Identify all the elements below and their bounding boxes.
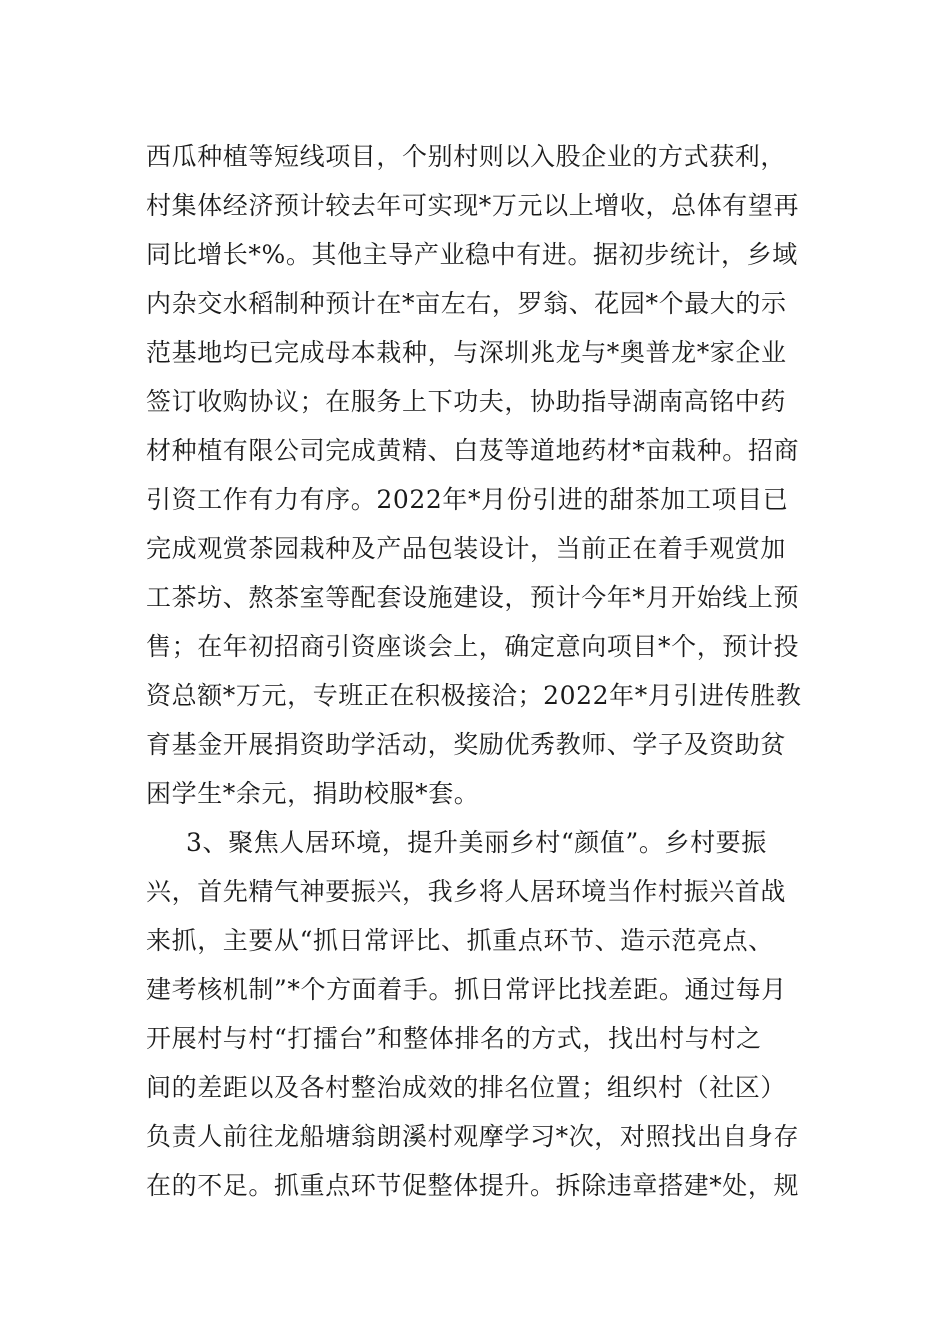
text-line: 售；在年初招商引资座谈会上，确定意向项目*个，预计投 xyxy=(146,632,800,661)
text-line: 引资工作有力有序。2022年*月份引进的甜茶加工项目已 xyxy=(146,485,789,514)
text-line: 西瓜种植等短线项目，个别村则以入股企业的方式获利， xyxy=(146,142,787,171)
text-line: 签订收购协议；在服务上下功夫，协助指导湖南高铭中药 xyxy=(146,387,787,416)
text-line: 间的差距以及各村整治成效的排名位置；组织村（社区） xyxy=(146,1073,787,1102)
section-heading-line: 3、聚焦人居环境，提升美丽乡村“颜值”。乡村要振 xyxy=(186,828,767,857)
text-line: 工茶坊、熬茶室等配套设施建设，预计今年*月开始线上预 xyxy=(146,583,800,612)
text-line: 建考核机制”*个方面着手。抓日常评比找差距。通过每月 xyxy=(146,975,787,1004)
text-line: 负责人前往龙船塘翁朗溪村观摩学习*次，对照找出自身存 xyxy=(146,1122,800,1151)
text-line: 材种植有限公司完成黄精、白芨等道地药材*亩栽种。招商 xyxy=(146,436,800,465)
text-line: 村集体经济预计较去年可实现*万元以上增收，总体有望再 xyxy=(146,191,800,220)
text-line: 完成观赏茶园栽种及产品包装设计，当前正在着手观赏加 xyxy=(146,534,787,563)
text-line: 在的不足。抓重点环节促整体提升。拆除违章搭建*处，规 xyxy=(146,1171,800,1200)
text-line: 育基金开展捐资助学活动，奖励优秀教师、学子及资助贫 xyxy=(146,730,787,759)
text-line: 来抓，主要从“抓日常评比、抓重点环节、造示范亮点、 xyxy=(146,926,774,955)
text-line: 同比增长*%。其他主导产业稳中有进。据初步统计，乡域 xyxy=(146,240,798,269)
text-line: 开展村与村“打擂台”和整体排名的方式，找出村与村之 xyxy=(146,1024,762,1053)
text-line: 兴，首先精气神要振兴，我乡将人居环境当作村振兴首战 xyxy=(146,877,787,906)
text-line: 困学生*余元，捐助校服*套。 xyxy=(146,779,480,808)
body-text xyxy=(146,132,816,1210)
text-line: 范基地均已完成母本栽种，与深圳兆龙与*奥普龙*家企业 xyxy=(146,338,787,367)
text-line: 资总额*万元，专班正在积极接洽；2022年*月引进传胜教 xyxy=(146,681,802,710)
text-line: 内杂交水稻制种预计在*亩左右，罗翁、花园*个最大的示 xyxy=(146,289,787,318)
